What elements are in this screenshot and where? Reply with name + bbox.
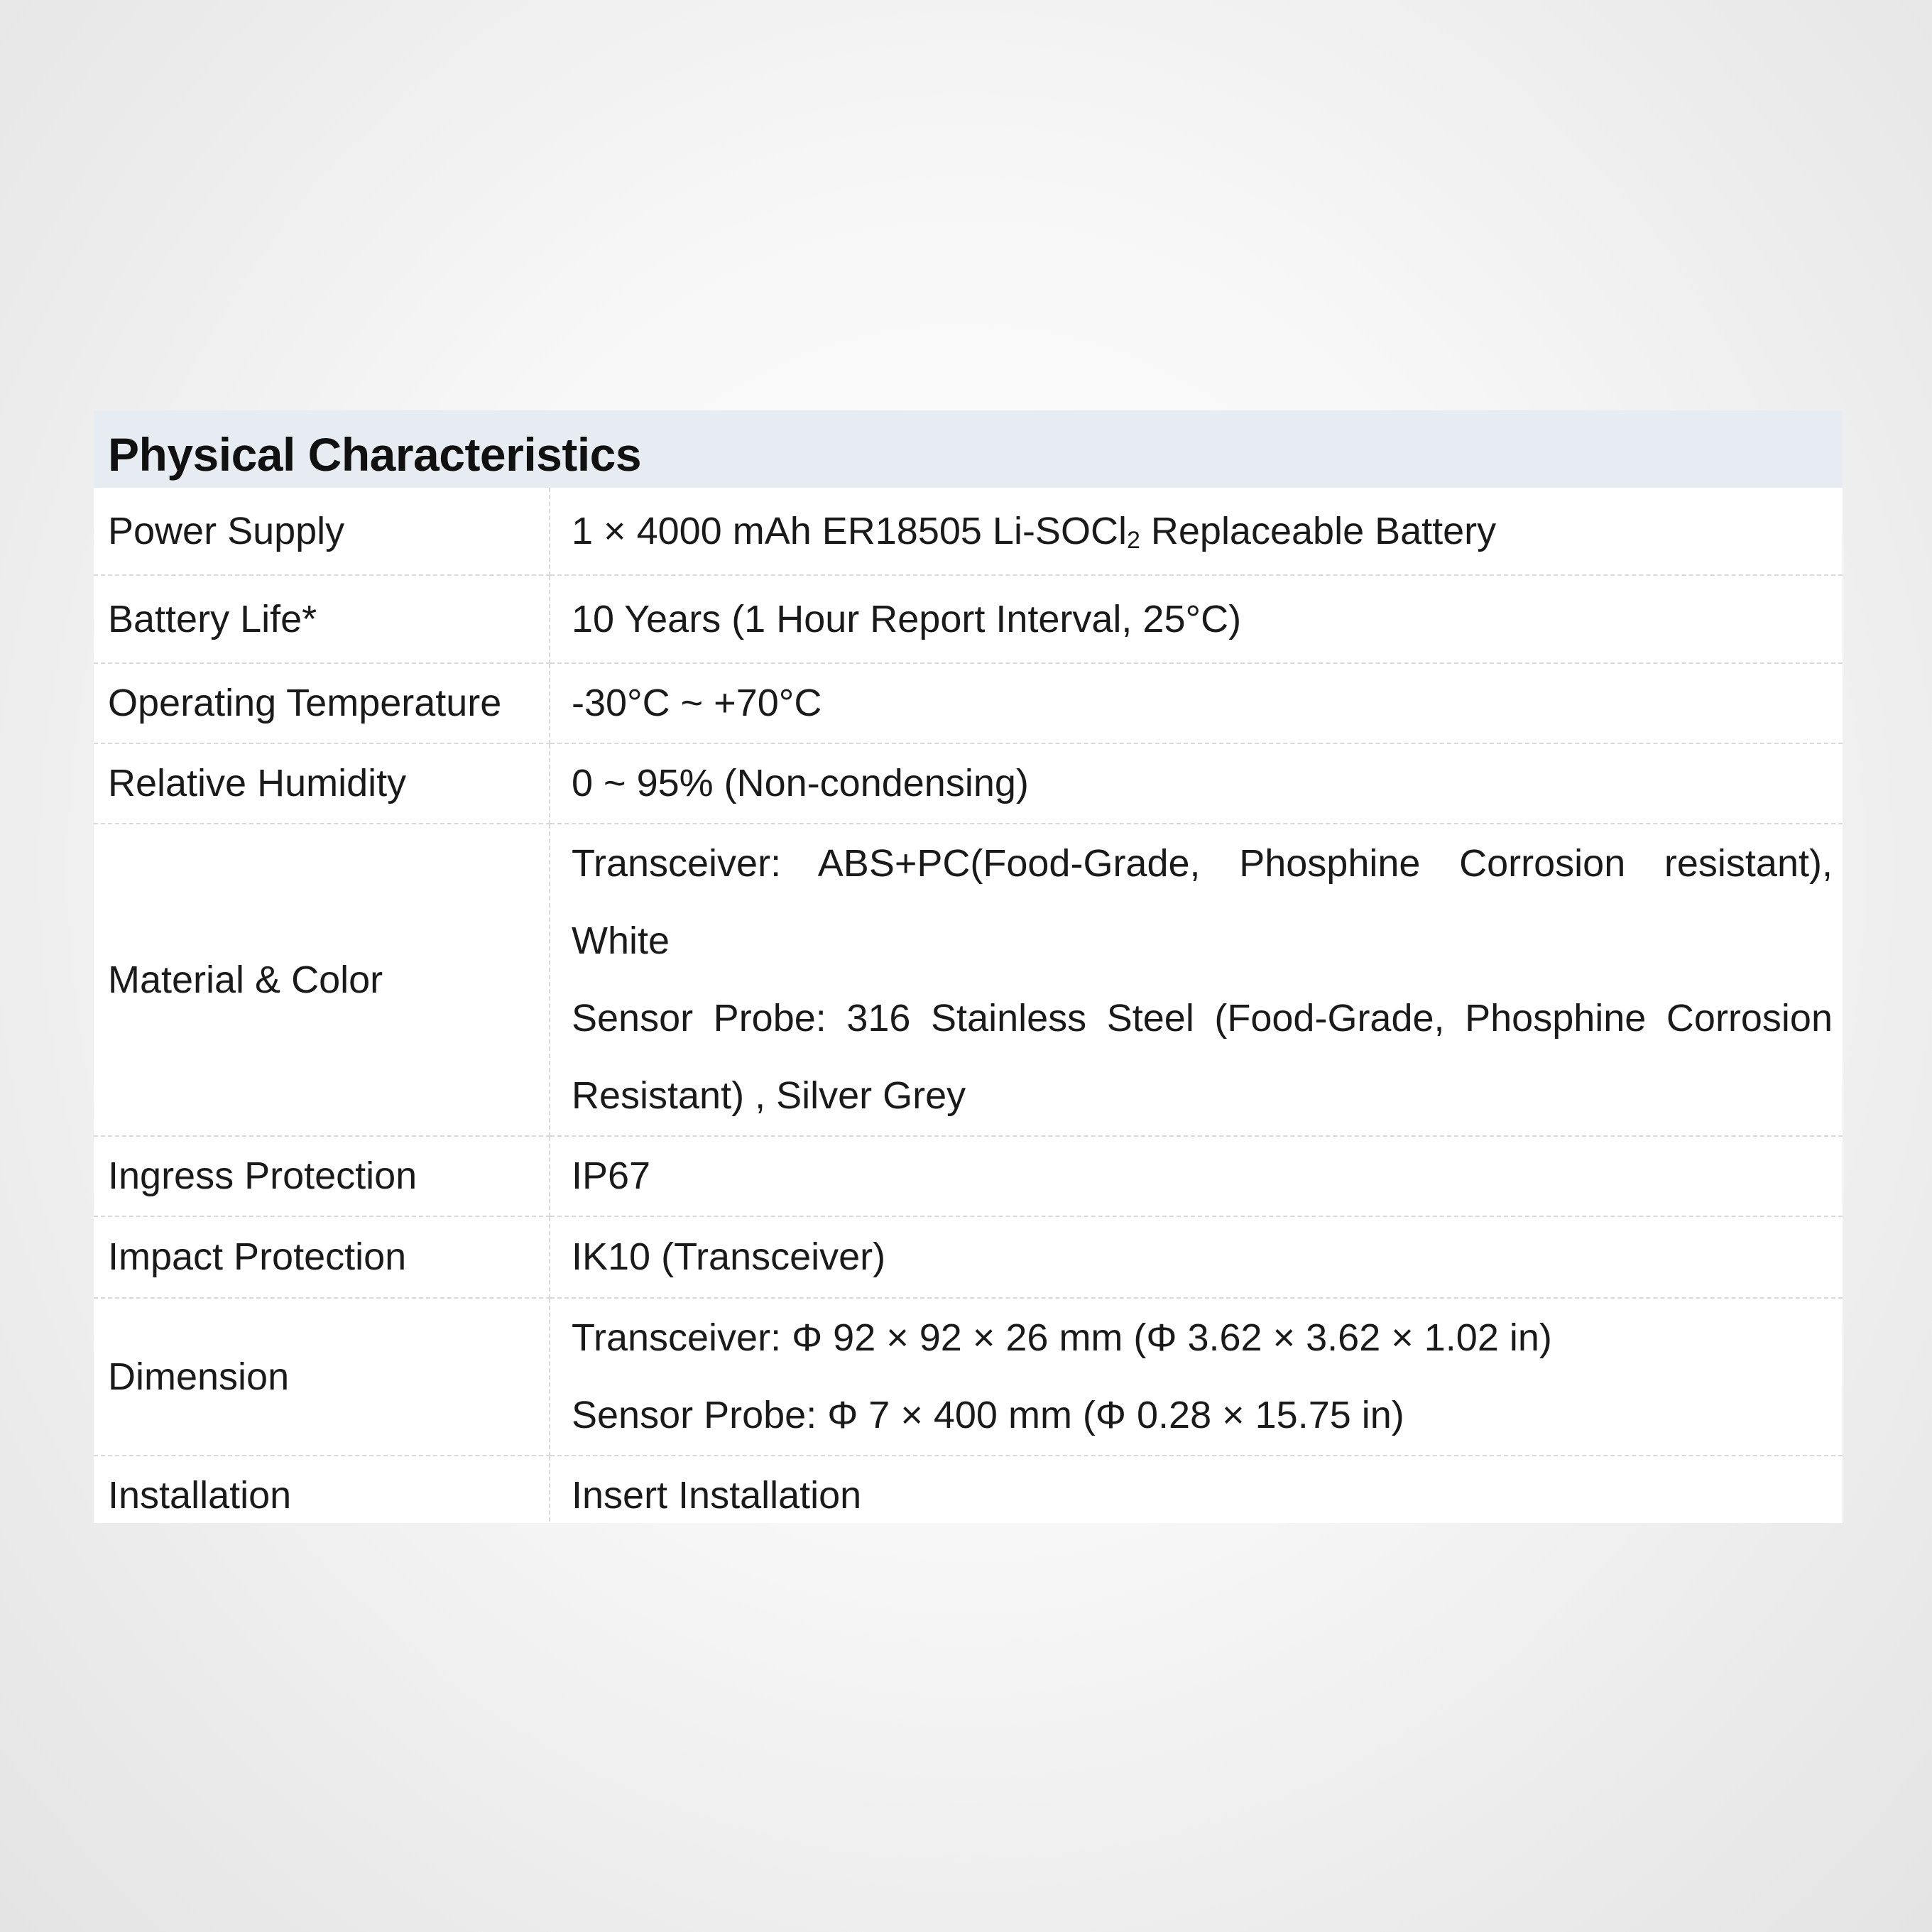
spec-table <box>94 488 1843 1523</box>
row-value: IK10 (Transceiver) <box>550 1216 1843 1298</box>
row-label: Power Supply <box>94 488 550 575</box>
table-row-battery-life <box>94 575 1843 663</box>
row-label: Ingress Protection <box>94 1136 550 1216</box>
value-line: Transceiver: Φ 92 × 92 × 26 mm (Φ 3.62 × 3.62 × 1.02 in) <box>572 1316 1552 1359</box>
value-text-suffix: Replaceable Battery <box>1140 509 1497 552</box>
value-line: Sensor Probe: Φ 7 × 400 mm (Φ 0.28 × 15.75 in) <box>572 1394 1404 1436</box>
row-label: Dimension <box>94 1298 550 1456</box>
row-label: Installation <box>94 1456 550 1523</box>
row-value: IP67 <box>550 1136 1843 1216</box>
table-row-operating-temperature <box>94 663 1843 743</box>
value-subscript: 2 <box>1126 526 1140 554</box>
row-value: 0 ~ 95% (Non-condensing) <box>550 743 1843 824</box>
spec-table-card <box>94 410 1843 1523</box>
value-line: Sensor Probe: 316 Stainless Steel (Food-Grade, Phosphine Corrosion <box>572 997 1833 1039</box>
row-value <box>550 824 1843 1136</box>
value-line: Resistant) , Silver Grey <box>572 1074 966 1117</box>
table-row-dimension <box>94 1298 1843 1456</box>
row-label: Battery Life* <box>94 575 550 663</box>
value-line: White <box>572 919 670 962</box>
row-label: Relative Humidity <box>94 743 550 824</box>
value-text: 1 × 4000 mAh ER18505 Li-SOCl <box>572 509 1127 552</box>
table-row-impact-protection <box>94 1216 1843 1298</box>
row-value: Insert Installation <box>572 1474 862 1517</box>
row-value: 10 Years (1 Hour Report Interval, 25°C) <box>550 575 1843 663</box>
table-row-installation <box>94 1456 1843 1523</box>
row-label: Impact Protection <box>94 1216 550 1298</box>
table-row-ingress-protection <box>94 1136 1843 1216</box>
table-title: Physical Characteristics <box>108 427 642 481</box>
table-row-relative-humidity <box>94 743 1843 824</box>
table-row-material-color <box>94 824 1843 1136</box>
table-header <box>94 410 1843 488</box>
row-label: Material & Color <box>94 824 550 1136</box>
row-label: Operating Temperature <box>94 663 550 743</box>
row-value <box>550 1298 1843 1456</box>
row-value <box>550 488 1843 575</box>
table-row-power-supply <box>94 488 1843 575</box>
row-value: -30°C ~ +70°C <box>550 663 1843 743</box>
value-line: Transceiver: ABS+PC(Food-Grade, Phosphine Corrosion resistant), <box>572 842 1833 885</box>
